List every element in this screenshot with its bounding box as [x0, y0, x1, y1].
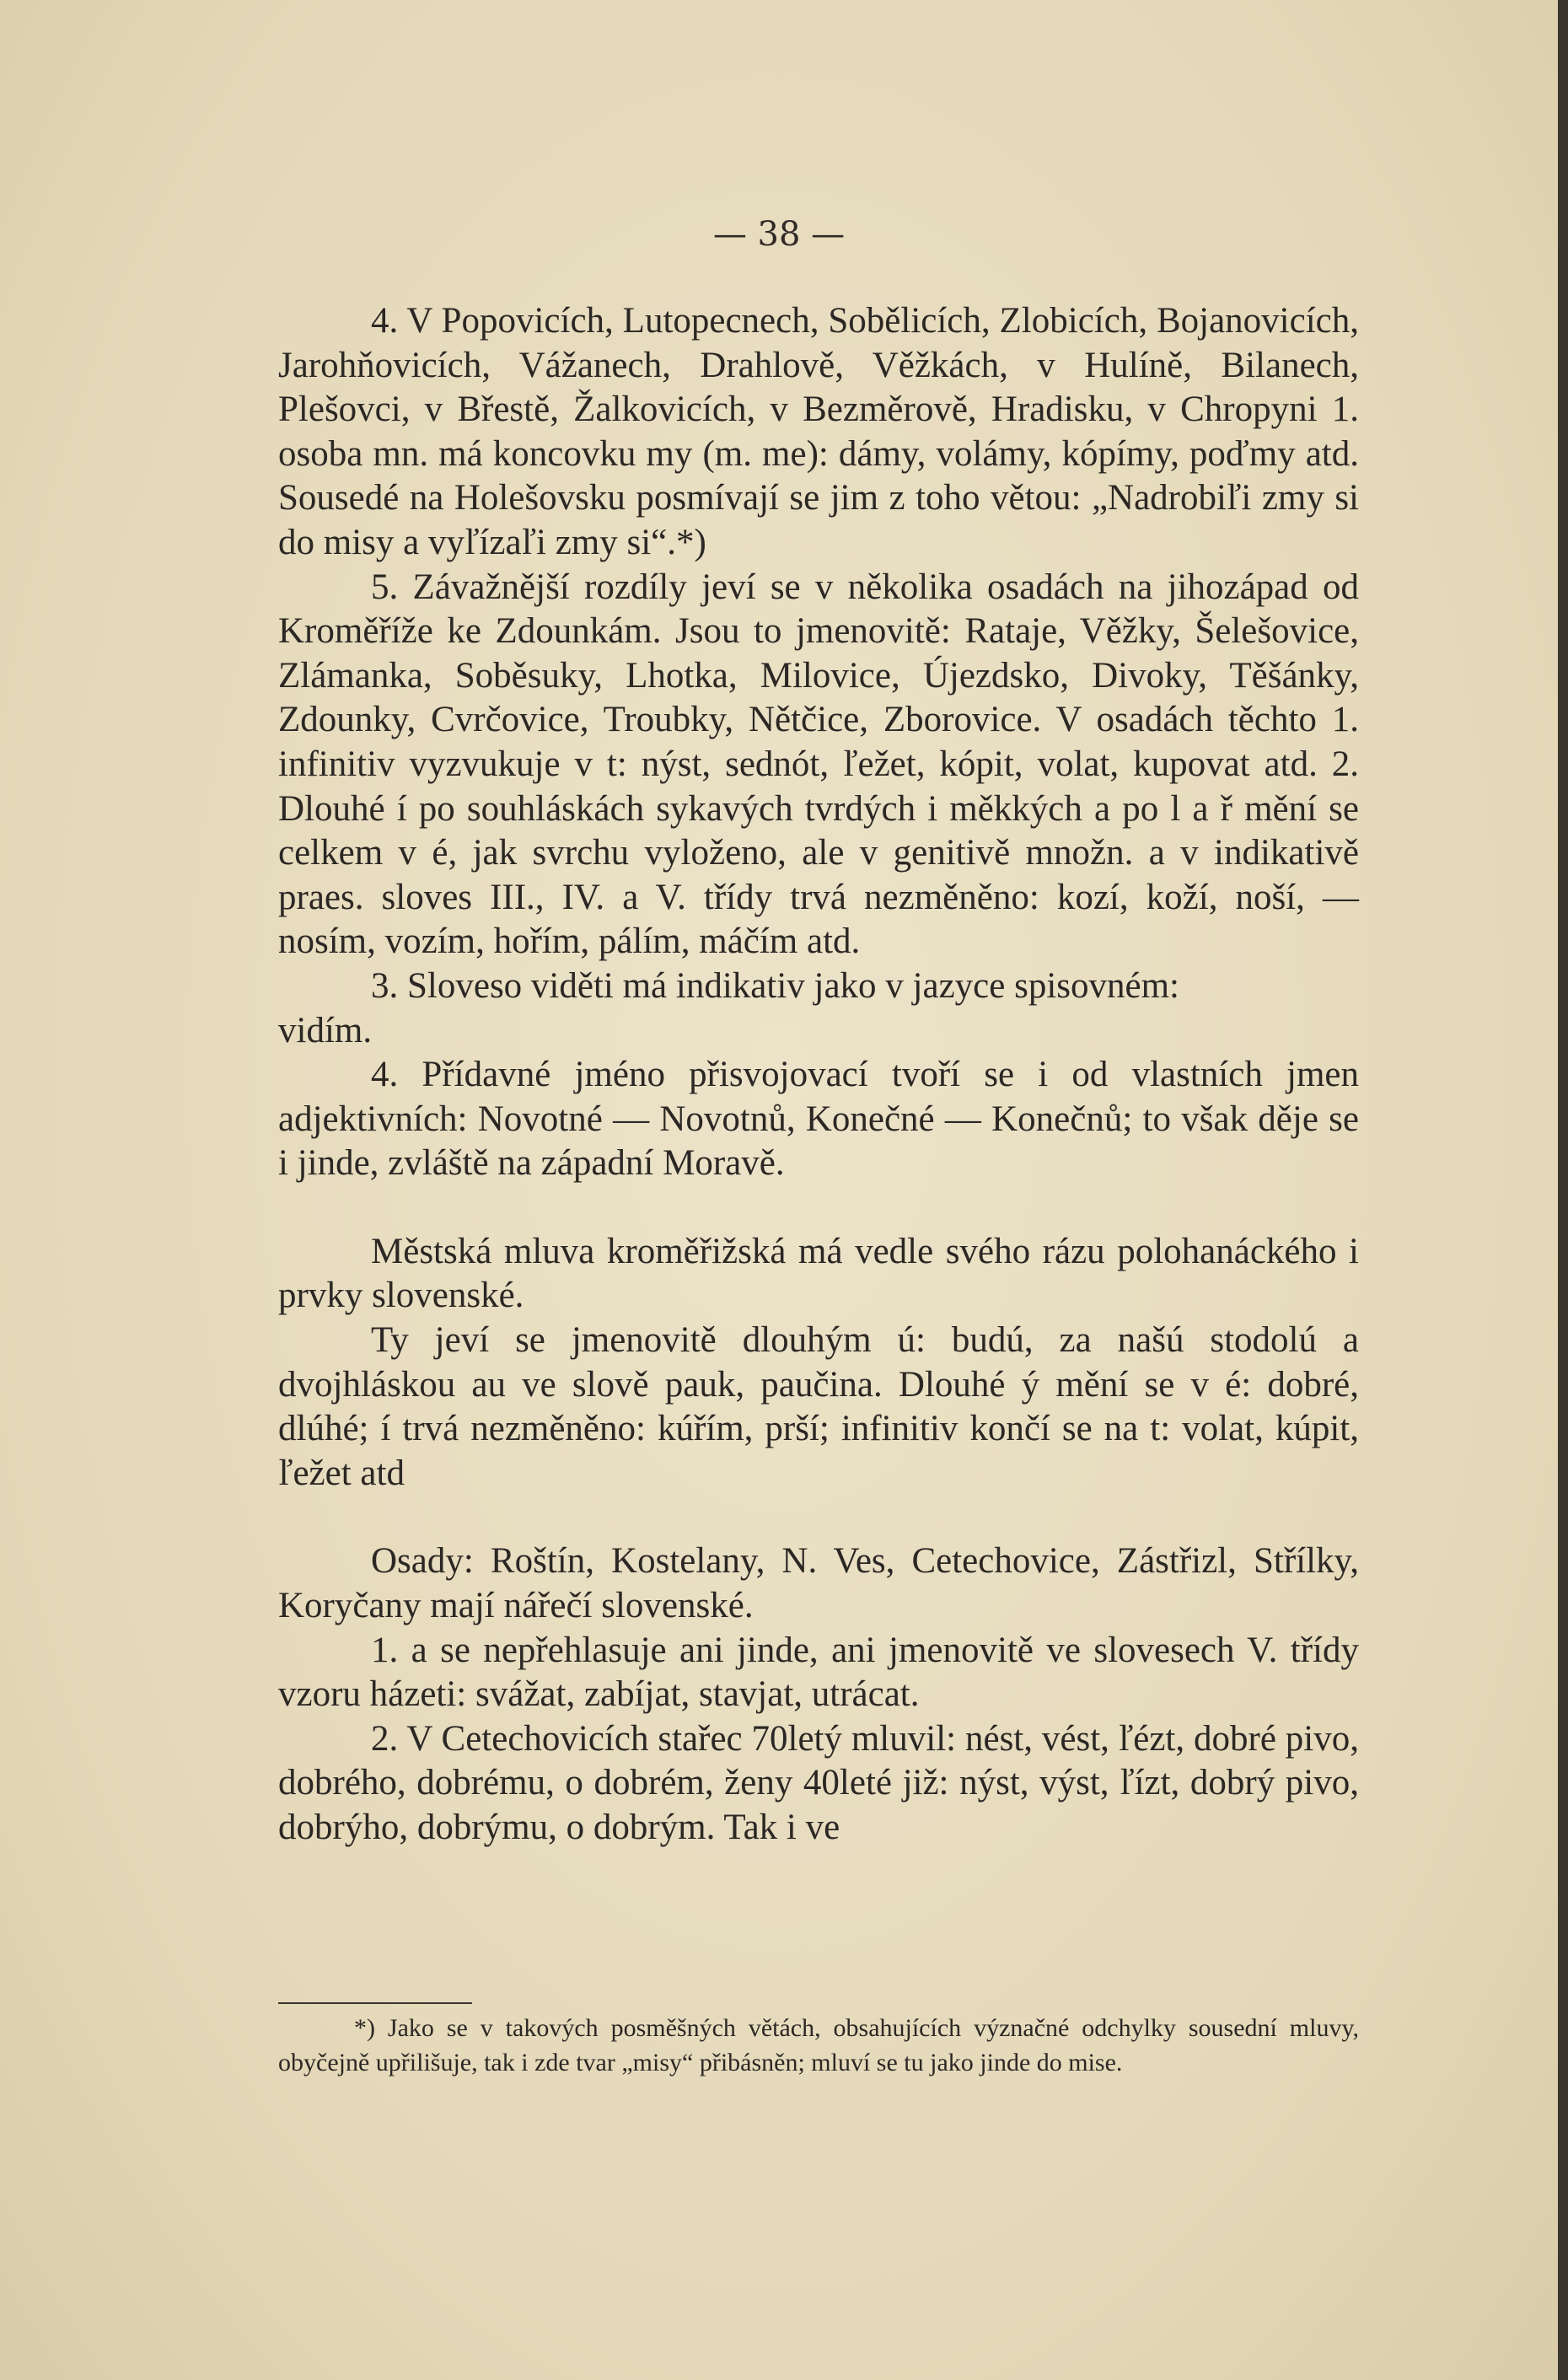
spacer: [278, 1496, 1359, 1539]
page-number: — 38 —: [712, 215, 846, 254]
paragraph-osady-1: 1. a se nepřehlasuje ani jinde, ani jmenovitě ve slovesech V. třídy vzoru házeti: svážat, zabíjat, stavjat, utrácat.: [278, 1630, 1359, 1715]
paragraph-osady: Osady: Roštín, Kostelany, N. Ves, Cetechovice, Zástřizl, Střílky, Koryčany mají nářečí slovenské.: [278, 1541, 1359, 1626]
paragraph-section-5-3: 3. Sloveso viděti má indikativ jako v jazyce spisovném:: [371, 965, 1179, 1006]
footnote: *) Jako se v takových posměšných větách, obsahujících význačné odchylky sousední mluvy, obyčejně upřilišuje, tak i zde tvar „misy“ přibásněn; mluví se tu jako jinde do mise.: [278, 2014, 1359, 2076]
spacer: [278, 1186, 1359, 1230]
footnote-rule: [278, 2002, 472, 2004]
paragraph-section-5: 5. Závažnější rozdíly jeví se v několika osadách na jihozápad od Kroměříže ke Zdounkám. Jsou to jmenovitě: Rataje, Věžky, Šelešovice, Zlámanka, Soběsuky, Lhotka, Milovice, Újezdsko, Divoky, Těšánky, Zdounky, Cvrčovice, Troubky, Nětčice, Zborovice. V osadách těchto 1. infinitiv vyzvukuje v t: nýst, sednót, ľežet, kópit, volat, kupovat atd. 2. Dlouhé í po souhláskách sykavých tvrdých i měkkých a po l a ř mění se celkem v é, jak svrchu vyloženo, ale v genitivě množn. a v indikativě praes. sloves III., IV. a V. třídy trvá nezměněno: kozí, koží, noší, — nosím, vozím, hořím, pálím, máčím atd.: [278, 567, 1359, 962]
page-edge: [1558, 0, 1568, 2380]
paragraph-section-5-4: 4. Přídavné jméno přisvojovací tvoří se i od vlastních jmen adjektivních: Novotné — Novotnů, Konečné — Konečnů; to však děje se i jinde, zvláště na západní Moravě.: [278, 1055, 1359, 1184]
paragraph-city-features: Ty jeví se jmenovitě dlouhým ú: budú, za našú stodolú a dvojhláskou au ve slově pauk, paučina. Dlouhé ý mění se v é: dobré, dlúhé; í trvá nezměněno: kúřím, prší; infinitiv končí se na t: volat, kúpit, ľežet atd: [278, 1320, 1359, 1493]
paragraph-section-5-3-cont: vidím.: [278, 1010, 373, 1050]
main-text: [278, 299, 1359, 1851]
paragraph-osady-2: 2. V Cetechovicích stařec 70letý mluvil: nést, vést, ľézt, dobré pivo, dobrého, dobrému, o dobrém, ženy 40leté již: nýst, výst, ľízt, dobrý pivo, dobrýho, dobrýmu, o dobrým. Tak i ve: [278, 1718, 1359, 1847]
paragraph-city-speech: Městská mluva kroměřižská má vedle svého rázu polohanáckého i prvky slovenské.: [278, 1231, 1359, 1316]
paragraph-section-4: 4. V Popovicích, Lutopecnech, Sobělicích, Zlobicích, Bojanovicích, Jarohňovicích, Vážanech, Drahlově, Věžkách, v Hulíně, Bilanech, Plešovci, v Břestě, Žalkovicích, v Bezměrově, Hradisku, v Chropyni 1. osoba mn. má koncovku my (m. me): dámy, volámy, kópímy, poďmy atd. Sousedé na Holešovsku posmívají se jim z toho větou: „Nadrobiľi zmy si do misy a vyľízaľi zmy si“.*): [278, 301, 1359, 562]
